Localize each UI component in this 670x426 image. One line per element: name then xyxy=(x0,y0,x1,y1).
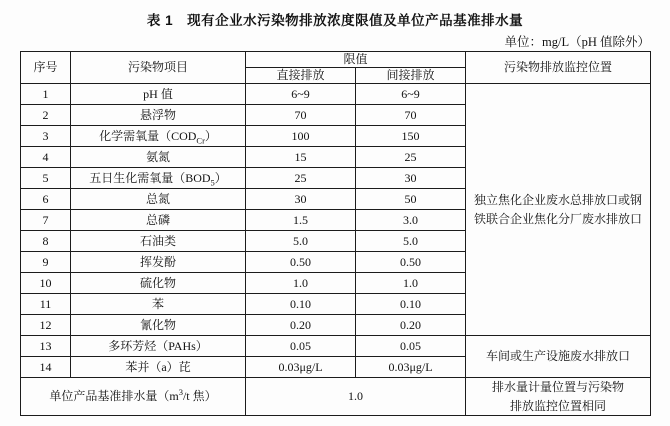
cell-direct: 0.03μg/L xyxy=(246,357,356,378)
cell-pollutant: 氰化物 xyxy=(71,315,246,336)
cell-indirect: 25 xyxy=(356,147,466,168)
col-header-limit: 限值 xyxy=(246,52,466,68)
monitor-cell-workshop: 车间或生产设施废水排放口 xyxy=(466,336,651,378)
cell-no: 8 xyxy=(21,231,71,252)
header-row-1 xyxy=(21,52,651,68)
cell-direct: 0.05 xyxy=(246,336,356,357)
table-title: 表 1 现有企业水污染物排放浓度限值及单位产品基准排水量 xyxy=(146,13,524,28)
table-row xyxy=(21,84,651,105)
col-header-pollutant: 污染物项目 xyxy=(71,52,246,84)
cell-direct: 30 xyxy=(246,189,356,210)
pollutant-limits-table xyxy=(20,51,651,416)
cell-pollutant: pH 值 xyxy=(71,84,246,105)
cell-no: 12 xyxy=(21,315,71,336)
cell-no: 7 xyxy=(21,210,71,231)
table-header xyxy=(21,52,651,84)
cell-no: 6 xyxy=(21,189,71,210)
cell-no: 5 xyxy=(21,168,71,189)
cell-pollutant: 五日生化需氧量$(BOD_5)$ xyxy=(71,168,246,189)
cell-pollutant: 总磷 xyxy=(71,210,246,231)
cell-pollutant: 苯并（a）芘 xyxy=(71,357,246,378)
cell-pollutant: 悬浮物 xyxy=(71,105,246,126)
cell-pollutant: 多环芳烃（PAHs） xyxy=(71,336,246,357)
cell-direct: 15 xyxy=(246,147,356,168)
cell-indirect: 1.0 xyxy=(356,273,466,294)
cell-indirect: 0.20 xyxy=(356,315,466,336)
cell-direct: 6~9 xyxy=(246,84,356,105)
cell-pollutant: 总氮 xyxy=(71,189,246,210)
cell-indirect: 5.0 xyxy=(356,231,466,252)
cell-no: 1 xyxy=(21,84,71,105)
cell-indirect: 30 xyxy=(356,168,466,189)
cell-no: 4 xyxy=(21,147,71,168)
cell-indirect: 0.50 xyxy=(356,252,466,273)
unit-note: 单位：mg/L（pH 值除外） xyxy=(504,35,650,49)
cell-no: 14 xyxy=(21,357,71,378)
monitor-cell-main: 独立焦化企业废水总排放口或钢 铁联合企业焦化分厂废水排放口 xyxy=(466,84,651,336)
cell-no: 13 xyxy=(21,336,71,357)
col-header-direct: 直接排放 xyxy=(246,68,356,84)
cell-direct: 100 xyxy=(246,126,356,147)
cell-pollutant: 硫化物 xyxy=(71,273,246,294)
cell-pollutant: 化学需氧量$(COD_{Cr})$ xyxy=(71,126,246,147)
cell-indirect: 3.0 xyxy=(356,210,466,231)
col-header-monitor: 污染物排放监控位置 xyxy=(466,52,651,84)
cell-pollutant: 挥发酚 xyxy=(71,252,246,273)
cell-indirect: 6~9 xyxy=(356,84,466,105)
col-header-indirect: 间接排放 xyxy=(356,68,466,84)
benchmark-drainage-value: 1.0 xyxy=(246,378,466,416)
cell-pollutant: 氨氮 xyxy=(71,147,246,168)
cell-indirect: 70 xyxy=(356,105,466,126)
cell-direct: 0.10 xyxy=(246,294,356,315)
cell-direct: 70 xyxy=(246,105,356,126)
cell-direct: 1.5 xyxy=(246,210,356,231)
cell-direct: 25 xyxy=(246,168,356,189)
table-row xyxy=(21,336,651,357)
cell-indirect: 0.10 xyxy=(356,294,466,315)
cell-direct: 1.0 xyxy=(246,273,356,294)
cell-indirect: 0.05 xyxy=(356,336,466,357)
cell-pollutant: 苯 xyxy=(71,294,246,315)
cell-no: 9 xyxy=(21,252,71,273)
cell-no: 2 xyxy=(21,105,71,126)
cell-direct: 0.50 xyxy=(246,252,356,273)
cell-no: 11 xyxy=(21,294,71,315)
cell-pollutant: 石油类 xyxy=(71,231,246,252)
monitor-cell-drainage: 排水量计量位置与污染物 排放监控位置相同 xyxy=(466,378,651,416)
cell-direct: 0.20 xyxy=(246,315,356,336)
benchmark-drainage-label: 单位产品基准排水量（$m^3/t$ 焦） xyxy=(21,378,246,416)
cell-indirect: 0.03μg/L xyxy=(356,357,466,378)
cell-indirect: 50 xyxy=(356,189,466,210)
cell-direct: 5.0 xyxy=(246,231,356,252)
cell-indirect: 150 xyxy=(356,126,466,147)
col-header-no: 序号 xyxy=(21,52,71,84)
cell-no: 3 xyxy=(21,126,71,147)
cell-no: 10 xyxy=(21,273,71,294)
benchmark-drainage-row xyxy=(21,378,651,416)
